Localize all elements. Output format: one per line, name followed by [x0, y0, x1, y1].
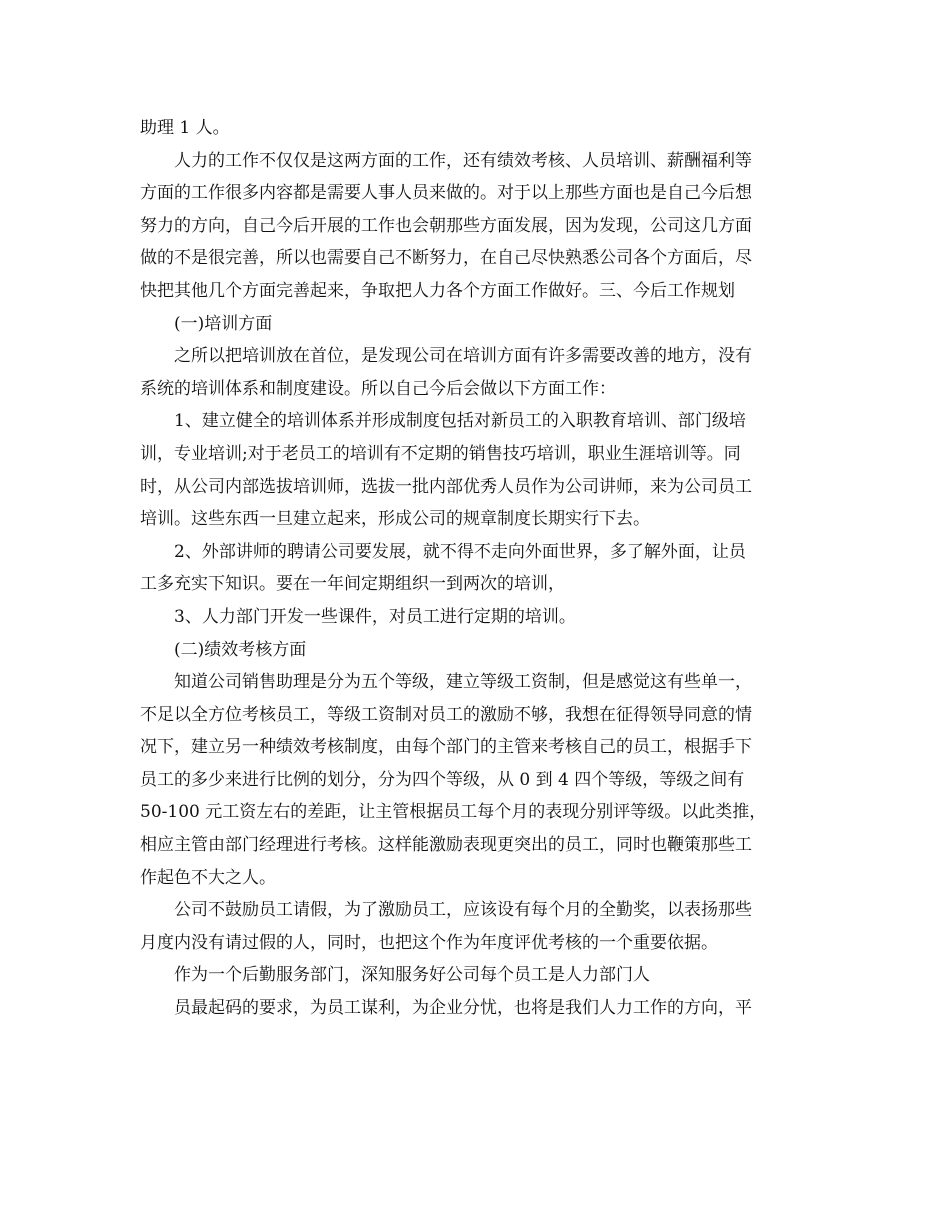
text-line: 做的不是很完善，所以也需要自己不断努力，在自己尽快熟悉公司各个方面后，尽 [140, 248, 752, 269]
text-line: 员最起码的要求，为员工谋利，为企业分忧，也将是我们人力工作的方向，平 [174, 998, 752, 1019]
text-line: 知道公司销售助理是分为五个等级，建立等级工资制，但是感觉这有些单一， [174, 672, 752, 693]
text-line: 50-100 元工资左右的差距，让主管根据员工每个月的表现分别评等级。以此类推， [140, 802, 767, 823]
text-line: 公司不鼓励员工请假，为了激励员工，应该设有每个月的全勤奖，以表扬那些 [174, 900, 752, 921]
text-line: 培训。这些东西一旦建立起来，形成公司的规章制度长期实行下去。 [140, 509, 650, 530]
text-line: 工多充实下知识。要在一年间定期组织一到两次的培训， [140, 574, 565, 595]
text-line: 之所以把培训放在首位，是发现公司在培训方面有许多需要改善的地方，没有 [174, 346, 752, 367]
text-line: 系统的培训体系和制度建设。所以自己今后会做以下方面工作： [140, 378, 616, 399]
text-line: 人力的工作不仅仅是这两方面的工作，还有绩效考核、人员培训、薪酬福利等 [174, 150, 752, 171]
text-line: 2、外部讲师的聘请公司要发展，就不得不走向外面世界，多了解外面，让员 [174, 541, 746, 562]
text-line: 时，从公司内部选拔培训师，选拔一批内部优秀人员作为公司讲师，来为公司员工 [140, 476, 752, 497]
text-line: 况下，建立另一种绩效考核制度，由每个部门的主管来考核自己的员工，根据手下 [140, 737, 752, 758]
text-line: 快把其他几个方面完善起来，争取把人力各个方面工作做好。三、今后工作规划 [140, 280, 735, 301]
section-heading: (二)绩效考核方面 [174, 639, 307, 660]
text-line: 1、建立健全的培训体系并形成制度包括对新员工的入职教育培训、部门级培 [174, 411, 746, 432]
text-line: 助理 1 人。 [140, 118, 230, 138]
text-line: 月度内没有请过假的人，同时，也把这个作为年度评优考核的一个重要依据。 [140, 932, 718, 953]
text-line: 努力的方向，自己今后开展的工作也会朝那些方面发展，因为发现，公司这几方面 [140, 215, 752, 236]
section-heading: (一)培训方面 [174, 313, 273, 334]
text-line: 作为一个后勤服务部门，深知服务好公司每个员工是人力部门人 [174, 965, 650, 986]
text-line: 员工的多少来进行比例的划分，分为四个等级，从 0 到 4 四个等级，等级之间有 [140, 769, 745, 790]
text-line: 方面的工作很多内容都是需要人事人员来做的。对于以上那些方面也是自己今后想 [140, 183, 752, 204]
text-line: 作起色不大之人。 [140, 867, 276, 888]
text-line: 训，专业培训;对于老员工的培训有不定期的销售技巧培训，职业生涯培训等。同 [140, 443, 741, 464]
text-line: 相应主管由部门经理进行考核。这样能激励表现更突出的员工，同时也鞭策那些工 [140, 835, 752, 856]
text-line: 不足以全方位考核员工，等级工资制对员工的激励不够，我想在征得领导同意的情 [140, 704, 752, 725]
text-line: 3、人力部门开发一些课件，对员工进行定期的培训。 [174, 606, 576, 627]
document-body [140, 112, 820, 1025]
